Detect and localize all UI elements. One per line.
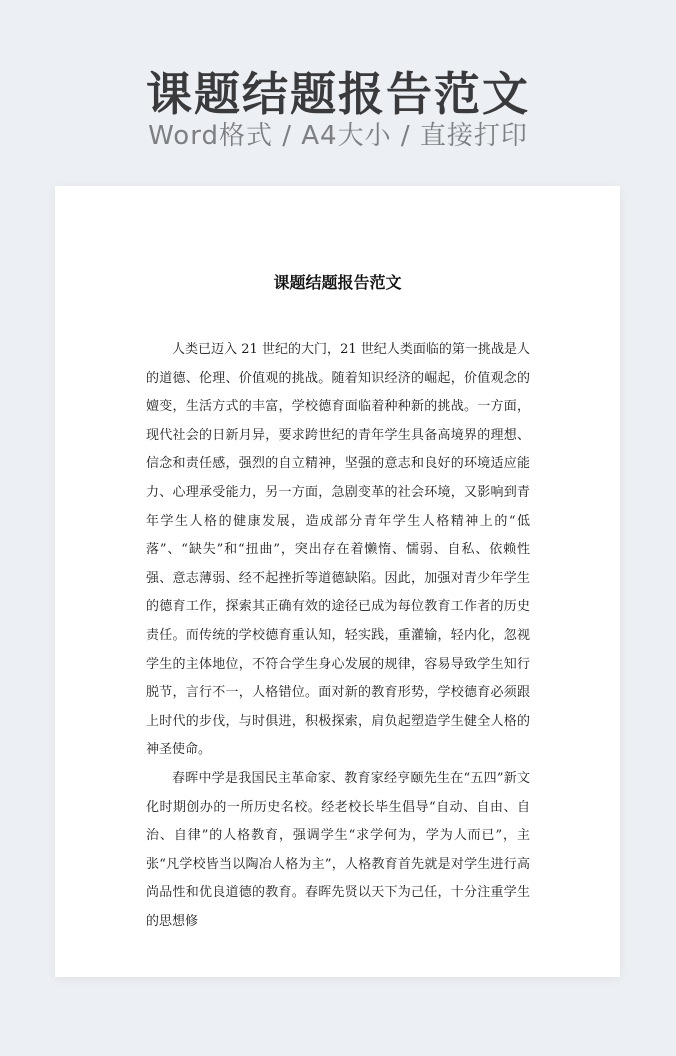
document-paragraph-1: 人类已迈入 21 世纪的大门，21 世纪人类面临的第一挑战是人的道德、伦理、价值观的挑战。随着知识经济的崛起，价值观念的嬗变，生活方式的丰富，学校德育面临着种种新的挑战。一方面，现代社会的日新月异，要求跨世纪的青年学生具备高境界的理想、信念和责任感，强烈的自立精神，坚强的意志和良好的环境适应能力、心理承受能力，另一方面，急剧变革的社会环境，又影响到青年学生人格的健康发展，造成部分青年学生人格精神上的“低落”、“缺失”和“扭曲”，突出存在着懒惰、懦弱、自私、依赖性强、意志薄弱、经不起挫折等道德缺陷。因此，加强对青少年学生的德育工作，探索其正确有效的途径已成为每位教育工作者的历史责任。而传统的学校德育重认知，轻实践，重灌输，轻内化，忽视学生的主体地位，不符合学生身心发展的规律，容易导致学生知行脱节，言行不一，人格错位。面对新的教育形势，学校德育必须跟上时代的步伐，与时俱进，积极探索，肩负起塑造学生健全人格的神圣使命。 bbox=[146, 342, 530, 758]
document-paragraph-2: 春晖中学是我国民主革命家、教育家经亨颐先生在“五四”新文化时期创办的一所历史名校。经老校长毕生倡导“自动、自由、自治、自律”的人格教育，强调学生“求学何为，学为人而已”，主张“凡学校皆当以陶冶人格为主”，人格教育首先就是对学生进行高尚品性和优良道德的教育。春晖先贤以天下为己任，十分注重学生的思想修 bbox=[146, 770, 530, 929]
page-subtitle: Word格式 / A4大小 / 直接打印 bbox=[148, 121, 528, 151]
page-title: 课题结题报告范文 bbox=[146, 67, 530, 121]
document-page bbox=[55, 186, 620, 977]
document-title: 课题结题报告范文 bbox=[273, 273, 402, 292]
document-body bbox=[146, 336, 530, 936]
